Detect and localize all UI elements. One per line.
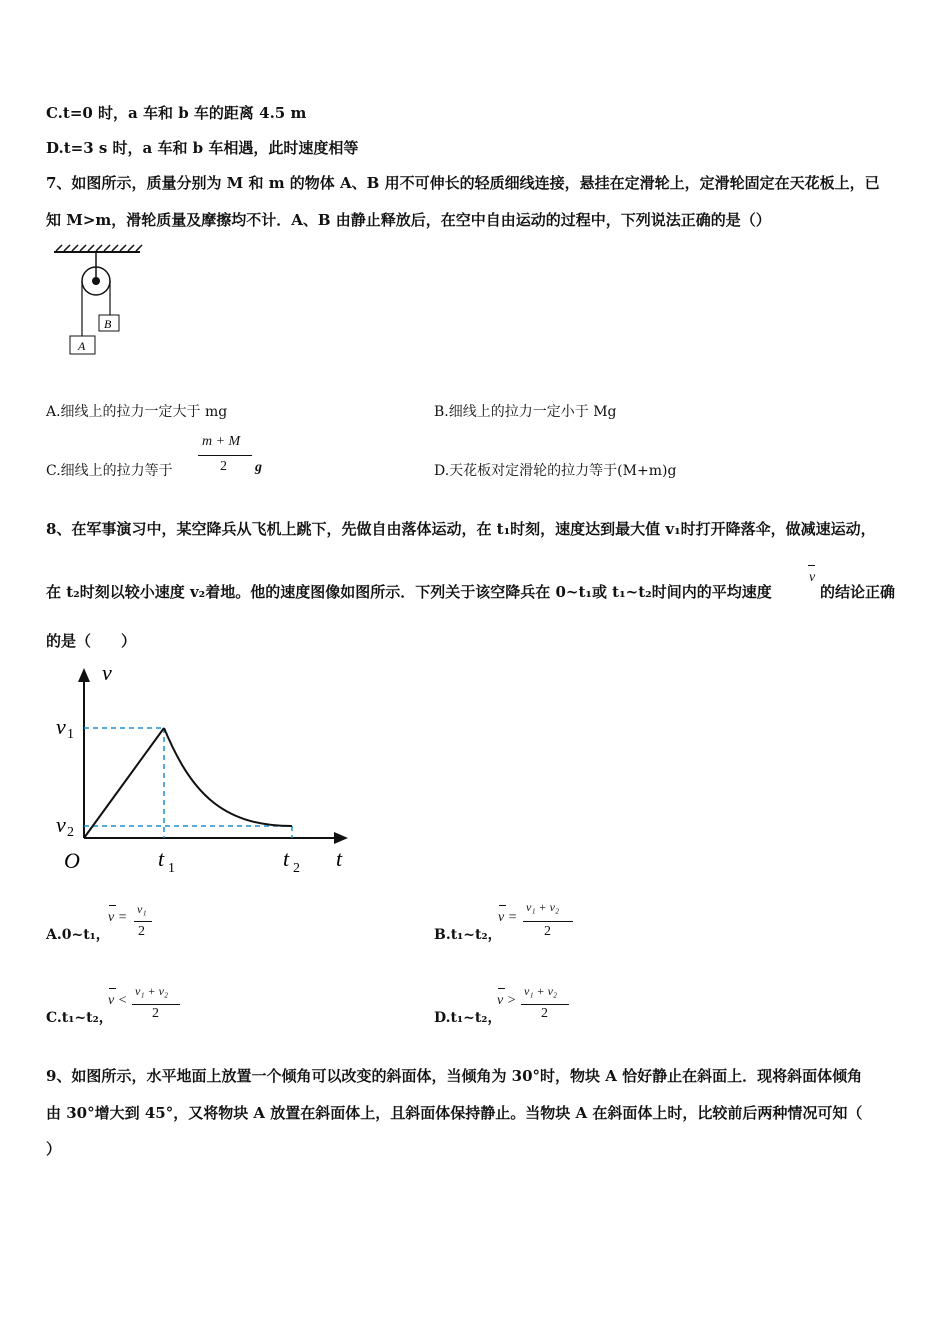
q8-text-line2-end: 的结论正确 [820,583,896,601]
q8-option-d-lhs: v > [497,993,517,1008]
q8-option-b-numerator: v₁ + v₂ [526,900,560,914]
q8-option-a-denominator: 2 [138,924,145,939]
t1-label-sub: 1 [168,861,175,876]
q8-text-line2: 在 t₂时刻以较小速度 v₂着地。他的速度图像如图所示．下列关于该空降兵在 0~t₁或 t₁~t₂时间内的平均速度 [46,583,772,601]
q7-option-c-suffix: g [255,460,262,475]
q8-option-c-numerator: v₁ + v₂ [135,984,169,998]
q8-option-c-vbar [109,988,116,989]
q8-text-line3: 的是（ ） [46,632,137,650]
block-b-label: B [104,317,112,331]
q8-option-d-vbar [498,988,505,989]
q8-option-d-numerator: v₁ + v₂ [524,984,558,998]
q9-text-line1: 9、如图所示，水平地面上放置一个倾角可以改变的斜面体，当倾角为 30°时，物块 A 恰好静止在斜面上．现将斜面体倾角 [46,1067,863,1085]
q8-option-b-denominator: 2 [544,924,551,939]
q7-option-a: A.细线上的拉力一定大于 mg [46,404,228,420]
deceleration-curve [164,728,292,826]
q8-option-a-label: A.0~t₁， [46,927,110,943]
t1-label: t [158,846,165,871]
v2-label: v [56,812,66,837]
q8-option-c-lhs: v < [108,993,128,1008]
v2-label-sub: 2 [67,825,74,840]
q8-option-b-label: B.t₁~t₂， [434,927,502,943]
q8-vbar-bar [808,565,815,566]
q8-text-line1: 8、在军事演习中，某空降兵从飞机上跳下，先做自由落体运动，在 t₁时刻，速度达到最大值 v₁时打开降落伞，做减速运动， [46,520,876,538]
x-axis-arrow [334,832,348,844]
pulley-figure [50,244,145,360]
q8-option-c-label: C.t₁~t₂， [46,1010,113,1026]
q7-option-d: D.天花板对定滑轮的拉力等于(M+m)g [434,463,677,479]
q8-option-a-numerator: v₁ [137,902,147,916]
acceleration-line [84,728,164,838]
block-a-label: A [78,339,86,353]
q8-option-a-fraction-bar [134,921,152,922]
q7-fraction-bar [198,455,252,456]
q7-text-line2: 知 M>m，滑轮质量及摩擦均不计．A、B 由静止释放后，在空中自由运动的过程中，下列说法正确的是（） [46,211,771,229]
t2-label: t [283,846,290,871]
q7-option-c-denominator: 2 [220,459,227,474]
q8-option-c-denominator: 2 [152,1006,159,1021]
velocity-time-graph [50,660,360,880]
t2-label-sub: 2 [293,861,300,876]
q8-option-b-fraction-bar [523,921,573,922]
x-axis-label: t [336,846,343,871]
v1-label: v [56,714,66,739]
v1-label-sub: 1 [67,727,74,742]
q7-text-line1: 7、如图所示，质量分别为 M 和 m 的物体 A、B 用不可伸长的轻质细线连接，悬挂在定滑轮上，定滑轮固定在天花板上，已 [46,174,880,192]
q8-option-d-label: D.t₁~t₂， [434,1010,502,1026]
q7-option-c-numerator: m + M [202,434,241,449]
q9-text-line3: ） [46,1140,62,1158]
q8-option-d-denominator: 2 [541,1006,548,1021]
q9-text-line2: 由 30°增大到 45°，又将物块 A 放置在斜面体上，且斜面体保持静止。当物块 A 在斜面体上时，比较前后两种情况可知（ [46,1104,863,1122]
origin-label: O [64,848,80,873]
q7-option-c-prefix: C.细线上的拉力等于 [46,463,173,479]
q8-option-b-vbar [499,905,506,906]
q8-option-d-fraction-bar [521,1004,569,1005]
q8-option-b-lhs: v = [498,910,518,925]
q8-option-a-vbar [109,905,116,906]
option-d-prev: D.t=3 s 时，a 车和 b 车相遇，此时速度相等 [46,139,359,157]
y-axis-label: v [102,660,112,685]
option-c-prev: C.t=0 时，a 车和 b 车的距离 4.5 m [46,104,307,122]
y-axis-arrow [78,668,90,682]
q8-option-c-fraction-bar [132,1004,180,1005]
q8-vbar-symbol: v [809,570,816,585]
q7-option-b: B.细线上的拉力一定小于 Mg [434,404,617,420]
q8-option-a-lhs: v = [108,910,128,925]
